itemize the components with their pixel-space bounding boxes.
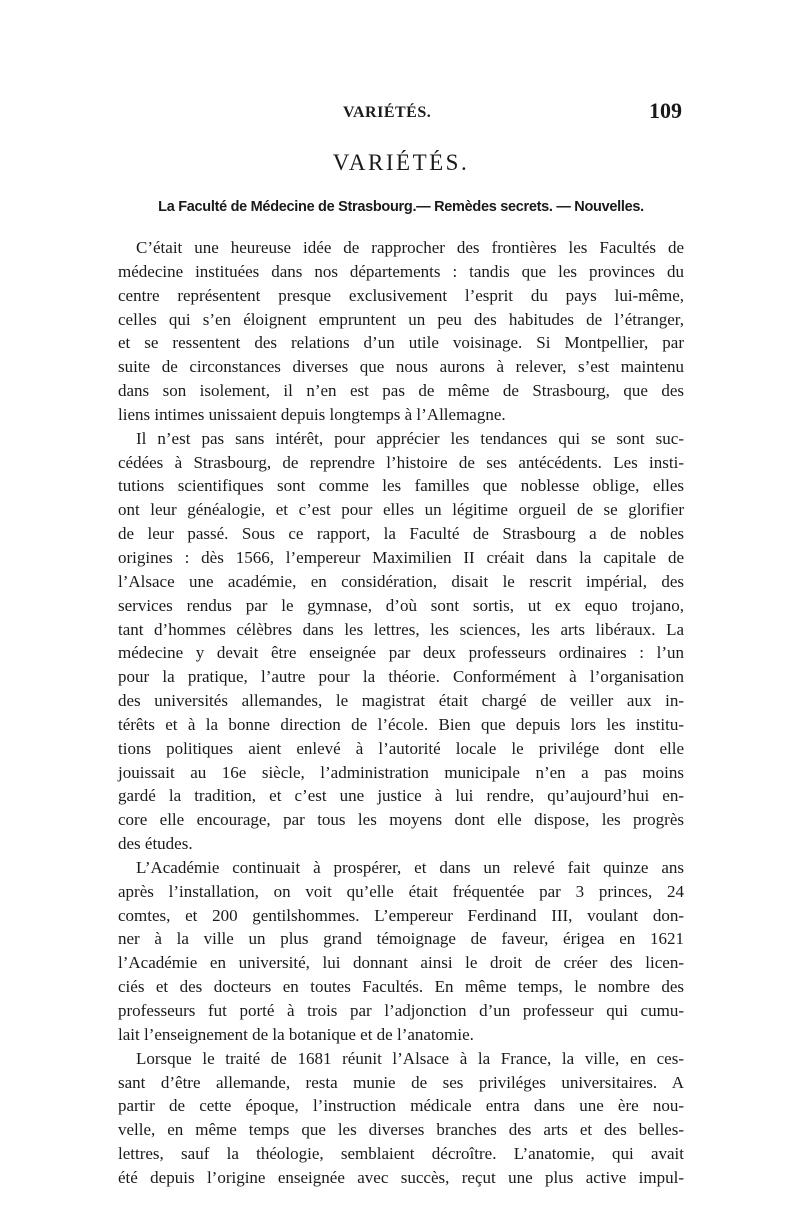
running-head [118, 98, 684, 128]
text-line: velle, en même temps que les diverses branches des arts et des belles- [118, 1120, 684, 1140]
text-line: tutions scientifiques sont comme les familles que noblesse oblige, elles [118, 476, 684, 496]
text-line: gardé la tradition, et c’est une justice à lui rendre, qu’aujourd’hui en- [118, 786, 684, 806]
text-line: ner à la ville un plus grand témoignage de faveur, érigea en 1621 [118, 929, 684, 949]
text-line: l’Alsace une académie, en considération, disait le rescrit impérial, des [118, 571, 684, 591]
running-title: VARIÉTÉS. [343, 104, 432, 121]
text-line: Lorsque le traité de 1681 réunit l’Alsace à la France, la ville, en ces- [136, 1048, 684, 1068]
text-line: lettres, sauf la théologie, semblaient décroître. L’anatomie, qui avait [118, 1144, 684, 1164]
text-line: lait l’enseignement de la botanique et de l’anatomie. [118, 1024, 474, 1044]
text-line: des études. [118, 834, 193, 854]
text-line: comtes, et 200 gentilshommes. L’empereur Ferdinand III, voulant don- [118, 905, 684, 925]
text-line: professeurs fut porté à trois par l’adjonction d’un professeur qui cumu- [118, 1001, 684, 1020]
text-line: l’Académie en université, lui donnant ainsi le droit de créer des licen- [118, 953, 684, 973]
text-line: L’Académie continuait à prospérer, et dans un relevé fait quinze ans [136, 857, 684, 877]
text-line: après l’installation, on voit qu’elle était fréquentée par 3 princes, 24 [118, 881, 684, 901]
text-line: centre représentent presque exclusivement l’esprit du pays lui-même, [118, 285, 684, 305]
text-line: sant d’être allemande, resta munie de ses priviléges universitaires. A [118, 1072, 684, 1092]
text-line: core elle encourage, par tous les moyens dont elle dispose, les progrès [118, 810, 684, 830]
text-line: pour la pratique, l’autre pour la théorie. Conformément à l’organisation [118, 667, 684, 687]
text-line: des universités allemandes, le magistrat était chargé de veiller aux in- [118, 691, 684, 711]
text-line: jouissait au 16e siècle, l’administration municipale n’en a pas moins [118, 762, 684, 782]
section-title: VARIÉTÉS. [332, 150, 470, 175]
text-line: médecine instituées dans nos départements : tandis que les provinces du [118, 261, 684, 281]
text-line: tant d’hommes célèbres dans les lettres, les sciences, les arts libéraux. La [118, 619, 684, 639]
text-line: ciés et des docteurs en toutes Facultés. En même temps, le nombre des [118, 977, 684, 997]
text-line: C’était une heureuse idée de rapprocher des frontières les Facultés de [136, 238, 684, 257]
text-line: été depuis l’origine enseignée avec succès, reçut une plus active impul- [118, 1167, 684, 1187]
text-line: liens intimes unissaient depuis longtemps à l’Allemagne. [118, 404, 506, 424]
text-line: médecine y devait être enseignée par deux professeurs ordinaires : l’un [118, 643, 684, 663]
text-line: dans son isolement, il n’en est pas de même de Strasbourg, que des [118, 381, 684, 401]
text-line: et se ressentent des relations d’un utile voisinage. Si Montpellier, par [118, 333, 684, 353]
text-line: origines : dès 1566, l’empereur Maximilien II créait dans la capitale de [118, 547, 684, 567]
page-number: 109 [649, 98, 682, 123]
text-line: suite de circonstances diverses que nous aurons à relever, s’est maintenu [118, 357, 684, 377]
text-line: services rendus par le gymnase, d’où sont sortis, ut ex equo trojano, [118, 595, 684, 615]
article-subtitle: La Faculté de Médecine de Strasbourg.— Remèdes secrets. — Nouvelles. [158, 199, 644, 215]
text-line: térêts et à la bonne direction de l’école. Bien que depuis lors les institu- [118, 714, 684, 734]
text-line: partir de cette époque, l’instruction médicale entra dans une ère nou- [118, 1096, 684, 1116]
text-line: Il n’est pas sans intérêt, pour apprécier les tendances qui se sont suc- [136, 428, 684, 448]
text-line: de leur passé. Sous ce rapport, la Faculté de Strasbourg a de nobles [118, 524, 684, 544]
text-line: celles qui s’en éloignent empruntent un peu des habitudes de l’étranger, [118, 309, 684, 329]
body-text [118, 236, 684, 1190]
text-line: ont leur généalogie, et c’est pour elles un légitime orgueil de se glorifier [118, 500, 684, 520]
text-line: tions politiques aient enlevé à l’autorité locale le privilége dont elle [118, 738, 684, 758]
text-line: cédées à Strasbourg, de reprendre l’histoire de ses antécédents. Les insti- [118, 452, 684, 472]
